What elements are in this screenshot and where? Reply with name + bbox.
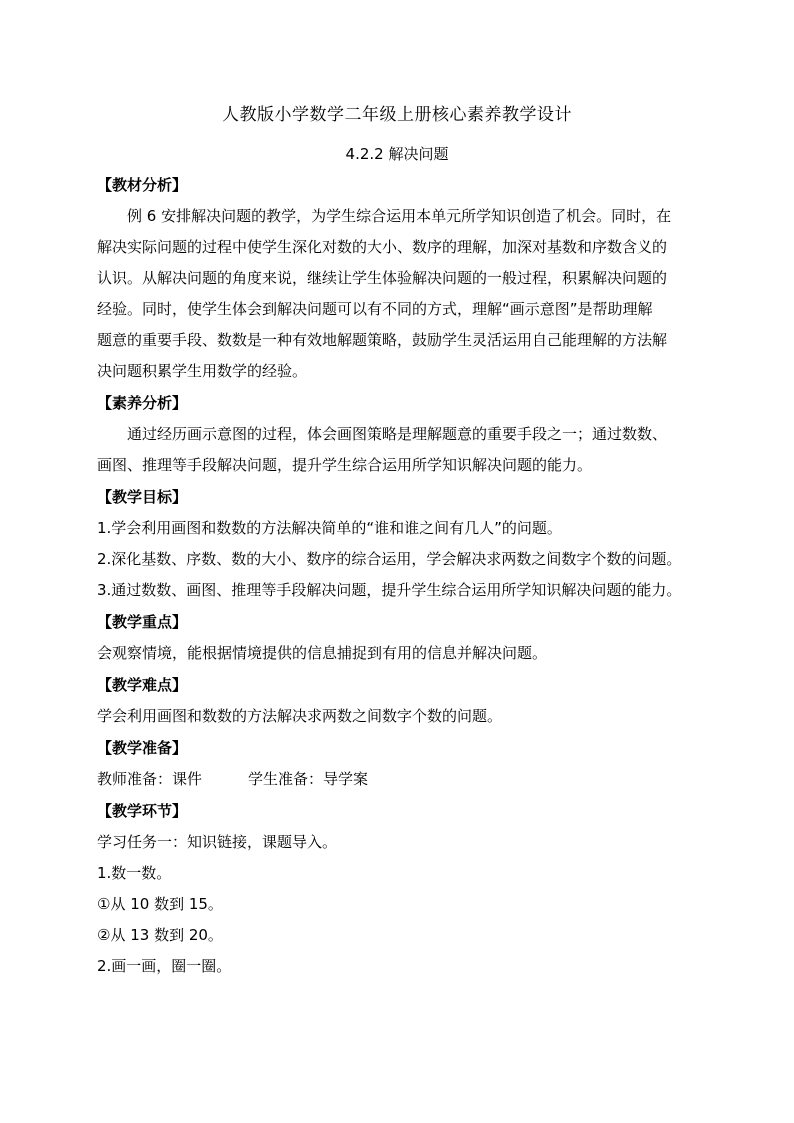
- goal-item: 1.学会利用画图和数数的方法解决简单的“谁和谁之间有几人”的问题。: [97, 519, 562, 537]
- process-line: ①从 10 数到 15。: [97, 895, 223, 913]
- process-line: 2.画一画，圈一圈。: [97, 957, 232, 975]
- material-line: 决问题积累学生用数学的经验。: [97, 362, 308, 380]
- process-line: ②从 13 数到 20。: [97, 926, 223, 944]
- section-heading-process: 【教学环节】: [97, 802, 188, 820]
- material-line: 认识。从解决问题的角度来说，继续让学生体验解决问题的一般过程，积累解决问题的: [97, 269, 668, 287]
- goal-item: 3.通过数数、画图、推理等手段解决问题，提升学生综合运用所学知识解决问题的能力。: [97, 581, 682, 599]
- prep-line: [97, 768, 703, 790]
- process-line: 学习任务一：知识链接，课题导入。: [97, 833, 338, 851]
- section-heading-focus: 【教学重点】: [97, 613, 188, 631]
- section-heading-prep: 【教学准备】: [97, 739, 188, 757]
- document-subtitle: 4.2.2 解决问题: [345, 145, 449, 163]
- process-line: 1.数一数。: [97, 864, 172, 882]
- section-heading-goals: 【教学目标】: [97, 488, 188, 506]
- material-line: 解决实际问题的过程中使学生深化对数的大小、数序的理解，加深对基数和序数含义的: [97, 238, 668, 256]
- material-line: 经验。同时，使学生体会到解决问题可以有不同的方式，理解“画示意图”是帮助理解: [97, 300, 653, 318]
- difficulty-text: 学会利用画图和数数的方法解决求两数之间数字个数的问题。: [97, 707, 503, 725]
- document-title: 人教版小学数学二年级上册核心素养教学设计: [222, 105, 572, 125]
- material-line: 例 6 安排解决问题的教学，为学生综合运用本单元所学知识创造了机会。同时，在: [127, 207, 672, 225]
- prep-student: 学生准备：导学案: [248, 770, 369, 788]
- focus-text: 会观察情境，能根据情境提供的信息捕捉到有用的信息并解决问题。: [97, 644, 548, 662]
- goal-item: 2.深化基数、序数、数的大小、数序的综合运用，学会解决求两数之间数字个数的问题。: [97, 550, 682, 568]
- literacy-line: 通过经历画示意图的过程，体会画图策略是理解题意的重要手段之一；通过数数、: [127, 425, 668, 443]
- section-heading-difficulty: 【教学难点】: [97, 676, 188, 694]
- material-line: 题意的重要手段、数数是一种有效地解题策略，鼓励学生灵活运用自己能理解的方法解: [97, 331, 668, 349]
- prep-teacher: 教师准备：课件: [97, 770, 203, 788]
- section-heading-material: 【教材分析】: [97, 176, 188, 194]
- literacy-line: 画图、推理等手段解决问题，提升学生综合运用所学知识解决问题的能力。: [97, 456, 593, 474]
- section-heading-literacy: 【素养分析】: [97, 394, 188, 412]
